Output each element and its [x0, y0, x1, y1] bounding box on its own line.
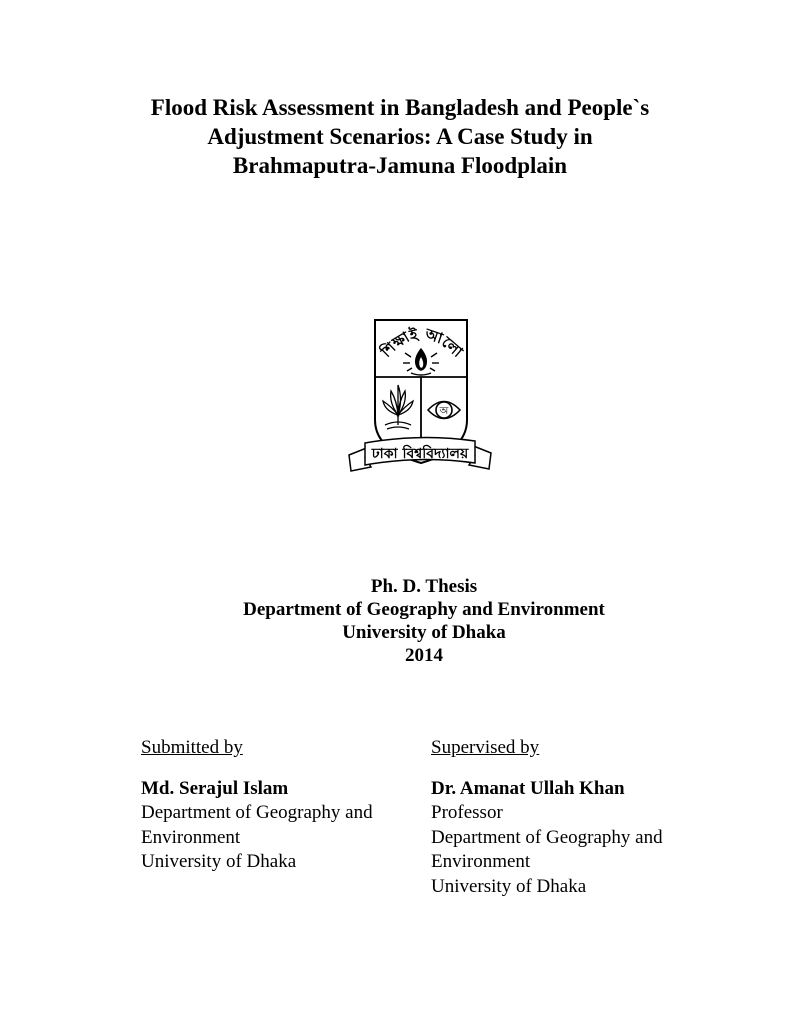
submitted-by-block [141, 736, 373, 875]
supervisor-affiliation-line: Department of Geography and [431, 826, 663, 848]
supervisor-affiliation-line: University of Dhaka [431, 875, 587, 897]
submitted-by-heading: Submitted by [141, 737, 243, 758]
crest-ribbon-text: ঢাকা বিশ্ববিদ্যালয় [371, 446, 469, 462]
thesis-info [0, 575, 800, 667]
year-label: 2014 [405, 645, 443, 666]
author-affiliation-line: University of Dhaka [141, 851, 297, 872]
supervisor-affiliation-line: Environment [431, 851, 531, 872]
supervised-by-heading: Supervised by [431, 737, 540, 758]
author-name: Md. Serajul Islam [141, 777, 289, 799]
eye-letter: অ [439, 406, 449, 417]
title-line-2: Adjustment Scenarios: A Case Study in [207, 124, 593, 149]
university-crest-logo [345, 315, 495, 480]
supervisor-name: Dr. Amanat Ullah Khan [431, 777, 625, 799]
author-affiliation-line: Environment [141, 826, 241, 848]
thesis-title [0, 93, 800, 180]
crest-motto-text: শিক্ষাই আলো [377, 324, 467, 361]
supervisor-affiliation-line: Professor [431, 802, 503, 823]
title-line-3: Brahmaputra-Jamuna Floodplain [232, 153, 568, 178]
department-label: Department of Geography and Environment [243, 599, 605, 620]
author-affiliation-line: Department of Geography and [141, 802, 373, 823]
supervised-by-block [431, 736, 663, 899]
degree-label: Ph. D. Thesis [370, 576, 478, 597]
title-line-1: Flood Risk Assessment in Bangladesh and People`s [150, 95, 650, 120]
university-label: University of Dhaka [342, 622, 506, 643]
